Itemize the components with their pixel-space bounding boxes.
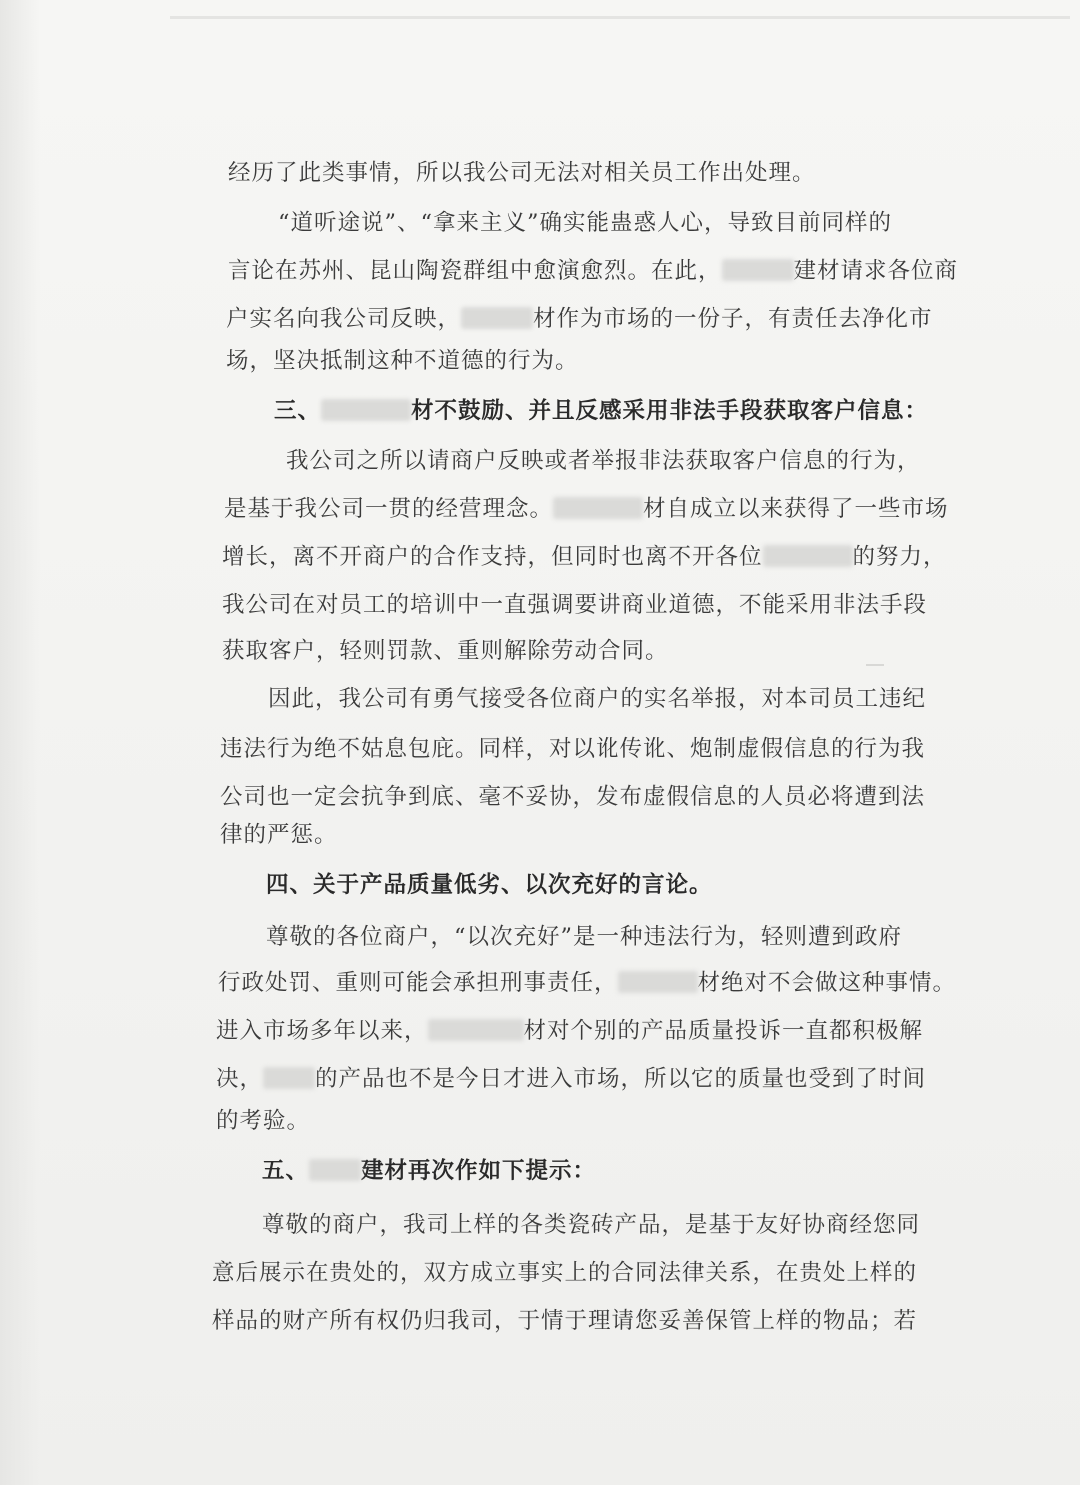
text-segment: 行政处罚、重则可能会承担刑事责任， — [218, 970, 618, 996]
text-line: 公司也一定会抗争到底、毫不妥协，发布虚假信息的人员必将遭到法 — [220, 784, 926, 810]
text-segment: 材自成立以来获得了一些市场 — [643, 496, 949, 522]
text-segment: 材绝对不会做这种事情。 — [697, 970, 957, 996]
text-line: 违法行为绝不姑息包庇。同样，对以讹传讹、炮制虚假信息的行为我 — [220, 736, 926, 762]
text-line: 经历了此类事情，所以我公司无法对相关员工作出处理。 — [228, 160, 816, 186]
text-segment: 的努力， — [852, 544, 947, 570]
text-line: 获取客户，轻则罚款、重则解除劳动合同。 — [222, 638, 669, 664]
text-line — [216, 1064, 926, 1094]
text-line — [224, 494, 949, 524]
text-segment: 决， — [216, 1066, 264, 1092]
scan-speck — [866, 664, 884, 666]
text-segment: 进入市场多年以来， — [216, 1018, 428, 1044]
text-line: 律的严惩。 — [220, 822, 338, 848]
text-line — [222, 542, 947, 572]
text-line: 因此，我公司有勇气接受各位商户的实名举报，对本司员工违纪 — [268, 686, 927, 712]
section-heading-4: 四、关于产品质量低劣、以次充好的言论。 — [266, 872, 713, 898]
section-heading-3 — [274, 396, 928, 426]
text-line — [216, 1016, 923, 1046]
text-segment: 言论在苏州、昆山陶瓷群组中愈演愈烈。在此， — [228, 258, 722, 284]
text-segment: 五、 — [262, 1158, 310, 1184]
text-line — [228, 256, 958, 286]
redacted-name — [461, 307, 533, 329]
text-line: 尊敬的商户，我司上样的各类瓷砖产品，是基于友好协商经您同 — [262, 1212, 921, 1238]
text-line: 样品的财产所有权仍归我司，于情于理请您妥善保管上样的物品；若 — [212, 1308, 918, 1334]
text-line: 我公司之所以请商户反映或者举报非法获取客户信息的行为， — [286, 448, 921, 474]
redacted-name — [321, 399, 411, 421]
text-line: 意后展示在贵处的，双方成立事实上的合同法律关系，在贵处上样的 — [212, 1260, 918, 1286]
text-line: 的考验。 — [216, 1108, 311, 1134]
text-segment: 材作为市场的一份子，有责任去净化市 — [533, 306, 933, 332]
text-segment: 材对个别的产品质量投诉一直都积极解 — [523, 1018, 924, 1044]
redacted-name — [553, 497, 643, 519]
text-line — [226, 304, 933, 334]
text-line: 我公司在对员工的培训中一直强调要讲商业道德，不能采用非法手段 — [222, 592, 928, 618]
text-segment: 增长，离不开商户的合作支持，但同时也离不开各位 — [222, 544, 763, 570]
redacted-name — [722, 259, 794, 281]
text-segment: 三、 — [274, 398, 322, 424]
text-segment: 材不鼓励、并且反感采用非法手段获取客户信息： — [411, 398, 929, 424]
text-line: 尊敬的各位商户，“以次充好”是一种违法行为，轻则遭到政府 — [266, 924, 903, 950]
redacted-name — [763, 545, 853, 567]
redacted-name — [309, 1159, 361, 1181]
redacted-name — [618, 971, 698, 993]
text-line: “道听途说”、“拿来主义”确实能蛊惑人心，导致目前同样的 — [278, 210, 893, 236]
text-segment: 建材再次作如下提示： — [361, 1158, 597, 1184]
redacted-name — [428, 1019, 524, 1041]
redacted-name — [263, 1067, 315, 1089]
text-line: 场，坚决抵制这种不道德的行为。 — [226, 348, 579, 374]
text-segment: 建材请求各位商 — [793, 258, 959, 284]
section-heading-5 — [262, 1156, 596, 1186]
text-segment: 是基于我公司一贯的经营理念。 — [224, 496, 554, 522]
text-line — [218, 968, 956, 998]
scan-shadow — [0, 0, 40, 1485]
text-segment: 的产品也不是今日才进入市场，所以它的质量也受到了时间 — [315, 1066, 927, 1092]
page-top-edge — [170, 16, 1070, 19]
text-segment: 户实名向我公司反映， — [226, 306, 462, 332]
